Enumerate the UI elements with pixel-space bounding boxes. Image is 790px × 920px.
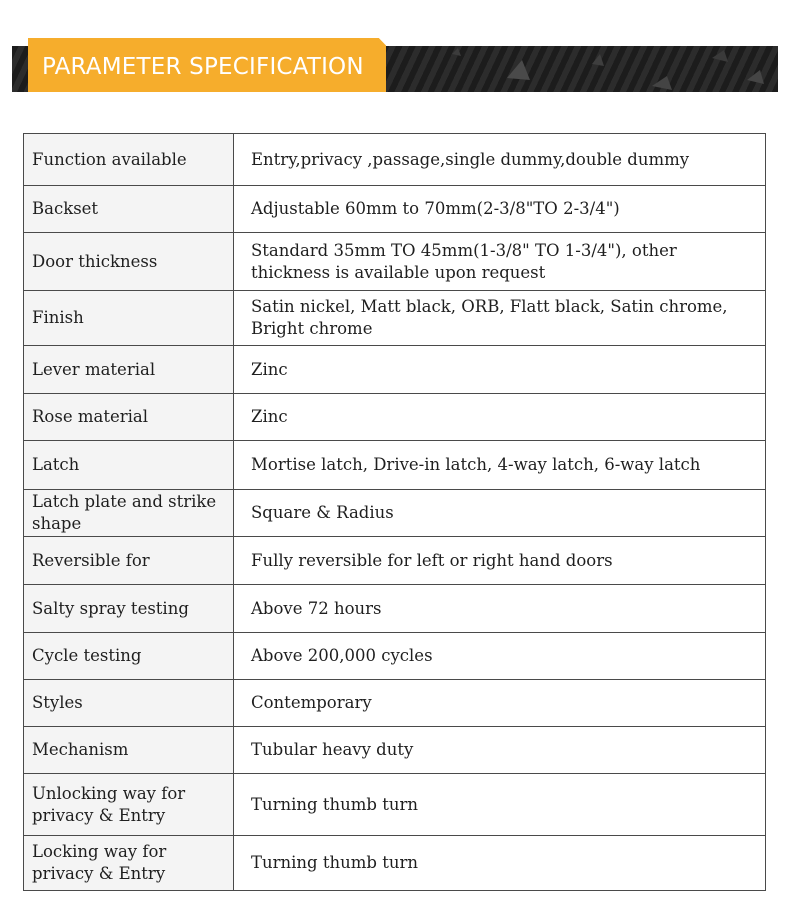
table-row	[24, 633, 766, 680]
table-row	[24, 836, 766, 891]
spec-value: Square & Radius	[234, 490, 766, 537]
spec-label: Door thickness	[24, 233, 234, 291]
spec-label: Finish	[24, 291, 234, 346]
spec-value: Entry,privacy ,passage,single dummy,double dummy	[234, 134, 766, 186]
spec-value: Adjustable 60mm to 70mm(2-3/8"TO 2-3/4")	[234, 186, 766, 233]
page-title: PARAMETER SPECIFICATION	[42, 54, 364, 80]
table-row	[24, 727, 766, 774]
spec-value: Mortise latch, Drive-in latch, 4-way latch, 6-way latch	[234, 441, 766, 490]
table-row	[24, 346, 766, 394]
spec-value: Turning thumb turn	[234, 836, 766, 891]
spec-label: Cycle testing	[24, 633, 234, 680]
table-row	[24, 537, 766, 585]
spec-value: Standard 35mm TO 45mm(1-3/8" TO 1-3/4"), other thickness is available upon request	[234, 233, 766, 291]
spec-value: Fully reversible for left or right hand doors	[234, 537, 766, 585]
table-row	[24, 186, 766, 233]
spec-label: Mechanism	[24, 727, 234, 774]
table-row	[24, 134, 766, 186]
table-row	[24, 441, 766, 490]
spec-value: Above 72 hours	[234, 585, 766, 633]
spec-label: Unlocking way for privacy & Entry	[24, 774, 234, 836]
spec-table	[23, 133, 766, 891]
spec-value: Zinc	[234, 394, 766, 441]
table-row	[24, 233, 766, 291]
table-row	[24, 585, 766, 633]
spec-value: Contemporary	[234, 680, 766, 727]
spec-label: Salty spray testing	[24, 585, 234, 633]
spec-value: Zinc	[234, 346, 766, 394]
spec-label: Styles	[24, 680, 234, 727]
spec-label: Locking way for privacy & Entry	[24, 836, 234, 891]
spec-value: Tubular heavy duty	[234, 727, 766, 774]
table-row	[24, 490, 766, 537]
spec-label: Backset	[24, 186, 234, 233]
spec-label: Latch	[24, 441, 234, 490]
table-row	[24, 774, 766, 836]
spec-label: Rose material	[24, 394, 234, 441]
spec-label: Latch plate and strike shape	[24, 490, 234, 537]
spec-value: Satin nickel, Matt black, ORB, Flatt black, Satin chrome, Bright chrome	[234, 291, 766, 346]
spec-label: Reversible for	[24, 537, 234, 585]
table-row	[24, 394, 766, 441]
spec-value: Turning thumb turn	[234, 774, 766, 836]
spec-value: Above 200,000 cycles	[234, 633, 766, 680]
table-row	[24, 680, 766, 727]
spec-label: Lever material	[24, 346, 234, 394]
table-row	[24, 291, 766, 346]
spec-label: Function available	[24, 134, 234, 186]
